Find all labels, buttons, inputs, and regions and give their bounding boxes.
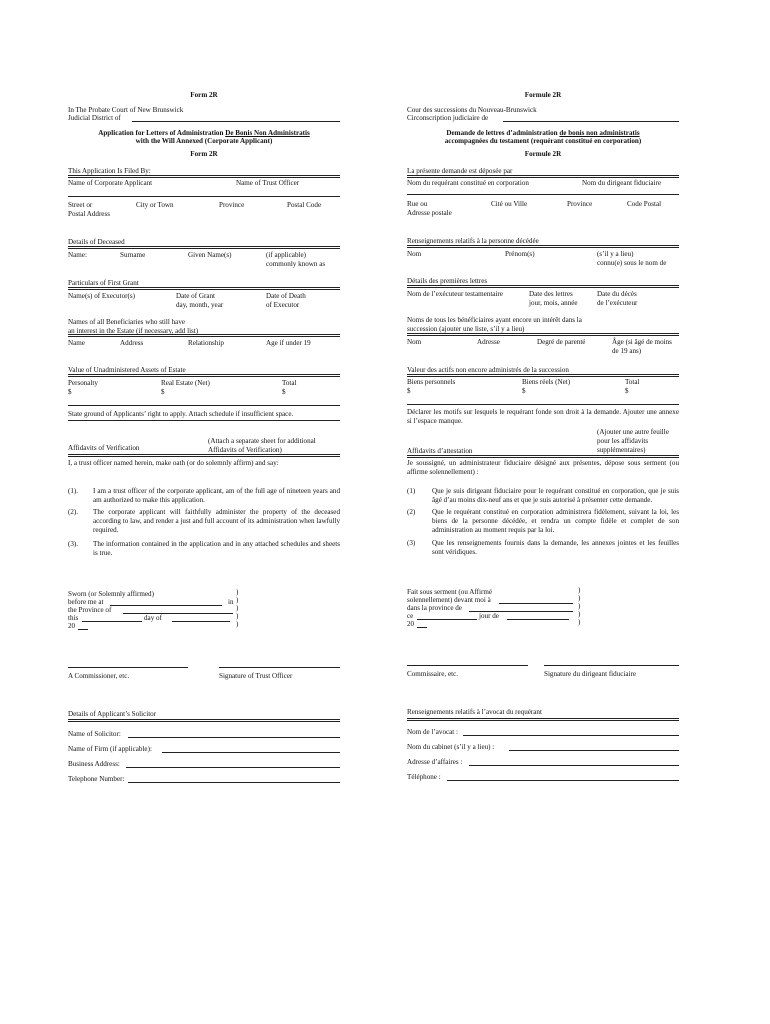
trust-officer-label: Nom du dirigeant fiduciaire — [582, 179, 661, 187]
form-title: Form 2R — [190, 91, 218, 99]
divider — [407, 175, 679, 178]
name-label: Nom — [407, 250, 422, 258]
telephone-field[interactable] — [128, 782, 340, 783]
application-title-text: Application for Letters of Administration — [98, 129, 226, 137]
filed-by-label: This Application Is Filed By: — [68, 167, 151, 175]
firm-name-label: Name of Firm (if applicable): — [68, 745, 152, 753]
application-title-text: Demande de lettres d’administration — [446, 129, 560, 137]
state-ground-text: State ground of Applicants’ right to apply. Attach schedule if insufficient space. — [68, 410, 294, 418]
solicitor-name-label: Name of Solicitor: — [68, 730, 121, 738]
divider — [407, 194, 679, 195]
executors-label: Name(s) of Executor(s) — [68, 292, 135, 300]
bracket: ) ) ) ) ) — [236, 588, 239, 628]
date-of-death-label: Date of Death of Executor — [266, 292, 306, 309]
assets-header: Valeur des actifs non encore administrés de la succession — [407, 366, 569, 374]
benef-address-label: Adresse — [477, 338, 500, 346]
executors-label: Nom de l’exécuteur testamentaire — [407, 290, 503, 298]
street-label: Street or Postal Address — [68, 201, 110, 218]
item-number: (3). — [68, 540, 79, 548]
firm-name-label: Nom du cabinet (s’il y a lieu) : — [407, 743, 495, 751]
sworn-label: Sworn (or Solemnly affirmed) — [68, 590, 154, 598]
business-address-label: Adresse d’affaires : — [407, 758, 463, 766]
day-of-label: day of — [144, 614, 162, 622]
item-number: (2) — [407, 508, 416, 516]
state-ground-text: Déclarer les motifs sur lesquels le requérant fonde son droit à la demande. Ajouter une annexe si l’espace manque. — [407, 408, 679, 425]
divider — [407, 245, 679, 248]
postal-code-label: Postal Code — [287, 201, 322, 209]
solicitor-header: Renseignements relatifs à l’avocat du requérant — [407, 708, 542, 716]
this-label: ce — [407, 612, 414, 620]
sworn-year-field[interactable] — [417, 627, 427, 628]
divider — [68, 405, 340, 406]
judicial-district-label: Judicial District of — [68, 114, 121, 122]
personalty-label: Personalty $ — [68, 379, 98, 396]
oath-text: Je soussigné, un administrateur fiduciaire désigné aux présentes, dépose sous serment (ou affirme solennellement) : — [407, 459, 679, 476]
bracket: ) ) ) ) ) — [578, 586, 581, 626]
known-as-label: (s’il y a lieu) connu(e) sous le nom de — [597, 250, 667, 267]
sworn-location-field[interactable] — [110, 605, 222, 606]
item-number: (3) — [407, 539, 416, 547]
name-label: Name: — [68, 251, 87, 259]
city-label: Cité ou Ville — [491, 200, 528, 208]
this-label: this — [68, 614, 79, 622]
attach-note: (Ajouter une autre feuille pour les affidavits supplémentaires) — [597, 428, 669, 454]
province-of-label: the Province of — [68, 606, 112, 614]
judicial-district-field[interactable] — [132, 121, 340, 122]
province-label: Province — [219, 201, 245, 209]
real-estate-label: Real Estate (Net) $ — [161, 379, 210, 396]
officer-signature-label: Signature of Trust Officer — [219, 672, 293, 680]
solicitor-header: Details of Applicant’s Solicitor — [68, 710, 157, 718]
officer-signature-line[interactable] — [544, 665, 679, 666]
sworn-month-field[interactable] — [172, 621, 230, 622]
sworn-location-field[interactable] — [499, 603, 573, 604]
divider — [407, 374, 679, 377]
divider — [68, 246, 340, 249]
divider — [407, 404, 679, 405]
firm-name-field[interactable] — [509, 750, 679, 751]
date-of-grant-label: Date des lettres jour, mois, année — [529, 290, 578, 307]
item-text: I am a trust officer of the corporate applicant, am of the full age of nineteen years and am authorized to make this application. — [93, 487, 340, 504]
age-label: Âge (si âgé de moins de 19 ans) — [612, 338, 672, 355]
application-subtitle: accompagnées du testament (requérant constitué en corporation) — [444, 137, 642, 145]
commissioner-signature-line[interactable] — [407, 665, 528, 666]
divider — [407, 285, 679, 288]
business-address-label: Business Address: — [68, 760, 120, 768]
firm-name-field[interactable] — [162, 752, 340, 753]
business-address-field[interactable] — [469, 765, 679, 766]
province-label: Province — [567, 200, 593, 208]
divider — [68, 196, 340, 197]
postal-code-label: Code Postal — [627, 200, 662, 208]
before-me-label: before me at — [68, 598, 104, 606]
divider — [68, 175, 340, 178]
item-text: Que les renseignements fournis dans la demande, les annexes jointes et les feuilles sont véridiques. — [432, 539, 679, 556]
court-name: In The Probate Court of New Brunswick — [68, 106, 184, 114]
officer-signature-label: Signature du dirigeant fiduciaire — [544, 670, 636, 678]
given-names-label: Prénom(s) — [505, 250, 535, 258]
item-number: (2). — [68, 508, 79, 516]
deceased-header: Renseignements relatifs à la personne décédée — [407, 237, 539, 245]
divider — [68, 374, 340, 377]
known-as-label: (if applicable) commonly known as — [266, 251, 326, 268]
commissioner-label: A Commissioner, etc. — [68, 672, 130, 680]
assets-header: Value of Unadministered Assets of Estate — [68, 366, 186, 374]
total-label: Total $ — [625, 378, 640, 395]
province-of-label: dans la province de — [407, 604, 462, 612]
sworn-label: Fait sous serment (ou Affirmé — [407, 588, 492, 596]
divider — [68, 719, 340, 722]
telephone-label: Téléphone : — [407, 773, 441, 781]
in-label: in — [228, 598, 234, 606]
relationship-label: Relationship — [188, 339, 224, 347]
deceased-header: Details of Deceased — [68, 238, 125, 246]
commissioner-signature-line[interactable] — [68, 667, 188, 668]
before-me-label: solennellement) devant moi à — [407, 596, 491, 604]
solicitor-name-field[interactable] — [128, 737, 340, 738]
real-estate-label: Biens réels (Net) $ — [522, 378, 571, 395]
telephone-field[interactable] — [447, 780, 679, 781]
street-label: Rue ou Adresse postale — [407, 200, 452, 217]
benef-name-label: Name — [68, 339, 85, 347]
commissioner-label: Commissaire, etc. — [407, 670, 459, 678]
application-title-latin: de bonis non administratis — [559, 129, 640, 137]
item-text: Que je suis dirigeant fiduciaire pour le requérant constitué en corporation, que je suis âgé d’au moins dix-neuf ans et que je suis autorisé à présenter cette demande. — [432, 487, 679, 504]
benef-name-label: Nom — [407, 338, 422, 346]
given-names-label: Given Name(s) — [188, 251, 232, 259]
application-subtitle: with the Will Annexed (Corporate Applicant) — [135, 137, 273, 145]
item-text: The corporate applicant will faithfully administer the property of the deceased according to law, and render a just and full account of its administration when lawfully required. — [93, 508, 340, 534]
divider — [68, 420, 340, 421]
benef-address-label: Address — [120, 339, 144, 347]
sworn-province-field[interactable] — [123, 613, 233, 614]
divider — [407, 718, 679, 721]
trust-officer-label: Name of Trust Officer — [236, 179, 300, 187]
date-of-grant-label: Date of Grant day, month, year — [176, 292, 224, 309]
filed-by-label: La présente demande est déposée par — [407, 167, 513, 175]
grant-header: Particulars of First Grant — [68, 279, 139, 287]
date-of-death-label: Date du décès de l’exécuteur — [597, 290, 638, 307]
divider — [68, 334, 340, 337]
form-title: Formule 2R — [524, 91, 562, 99]
item-number: (1). — [68, 487, 79, 495]
telephone-label: Telephone Number: — [68, 775, 125, 783]
applicant-name-label: Nom du requérant constitué en corporation — [407, 179, 529, 187]
age-label: Age if under 19 — [266, 339, 311, 347]
sworn-year-field[interactable] — [78, 629, 88, 630]
applicant-name-label: Name of Corporate Applicant — [68, 179, 153, 187]
item-number: (1) — [407, 487, 416, 495]
item-text: Que le requérant constitué en corporation administrera fidèlement, suivant la loi, les biens de la personne décédée, et rendra un compte fidèle et complet de son administration au moment requis par la loi. — [432, 508, 679, 534]
beneficiaries-header: Noms de tous les bénéficiaires ayant encore un intérêt dans la succession (ajouter une liste, s’il y a lieu) — [407, 316, 582, 333]
solicitor-name-field[interactable] — [463, 735, 679, 736]
divider — [407, 455, 679, 458]
court-name: Cour des successions du Nouveau-Brunswick — [407, 106, 537, 114]
relationship-label: Degré de parenté — [537, 338, 586, 346]
affidavits-label: Affidavits of Verification — [68, 444, 140, 452]
form-subtitle: Formule 2R — [524, 150, 562, 158]
surname-label: Surname — [120, 251, 146, 259]
year-prefix: 20 — [407, 620, 415, 628]
affidavits-label: Affidavits d’attestation — [407, 447, 473, 455]
divider — [68, 454, 340, 457]
divider — [407, 333, 679, 336]
grant-header: Détails des premières lettres — [407, 277, 488, 285]
attach-note: (Attach a separate sheet for additional Affidavits of Verification) — [208, 437, 316, 454]
day-of-label: jour de — [479, 612, 499, 620]
judicial-district-field[interactable] — [503, 121, 679, 122]
officer-signature-line[interactable] — [219, 667, 340, 668]
sworn-month-field[interactable] — [507, 619, 569, 620]
oath-text: I, a trust officer named herein, make oath (or do solemnly affirm) and say: — [68, 459, 279, 467]
judicial-district-label: Circonscription judiciaire de — [407, 114, 489, 122]
form-subtitle: Form 2R — [190, 150, 218, 158]
city-label: City or Town — [136, 201, 174, 209]
divider — [68, 287, 340, 290]
total-label: Total $ — [282, 379, 297, 396]
solicitor-name-label: Nom de l’avocat : — [407, 728, 459, 736]
sworn-day-field[interactable] — [82, 621, 142, 622]
sworn-day-field[interactable] — [417, 619, 477, 620]
item-text: The information contained in the application and in any attached schedules and sheets is true. — [93, 540, 340, 557]
personalty-label: Biens personnels $ — [407, 378, 456, 395]
year-prefix: 20 — [68, 622, 76, 630]
application-title-latin: De Bonis Non Administratis — [225, 129, 310, 137]
beneficiaries-header: Names of all Beneficiaries who still have an interest in the Estate (if necessary, add list) — [68, 318, 199, 335]
business-address-field[interactable] — [126, 767, 340, 768]
